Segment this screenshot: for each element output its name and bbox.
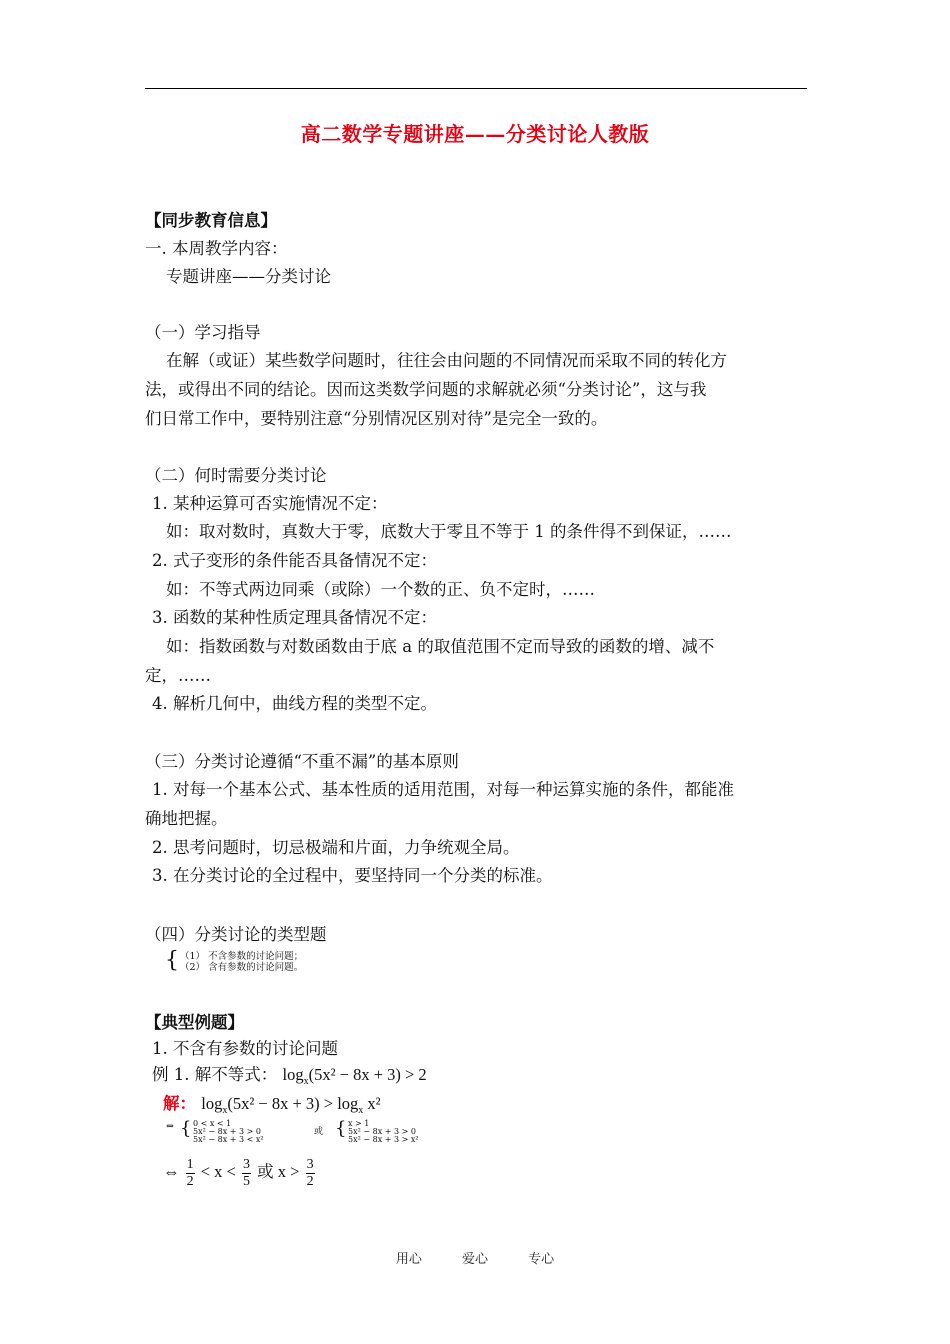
fraction: $\frac{1}{2}$ xyxy=(186,1156,194,1189)
footer-text: 专心 xyxy=(528,1252,555,1267)
week-content-label: 一. 本周教学内容： xyxy=(145,239,288,258)
brace-icon: { xyxy=(165,948,179,973)
case-a-line: 5x² − 8x + 3 < x² xyxy=(193,1135,264,1144)
fraction: $\frac{3}{2}$ xyxy=(306,1156,314,1189)
footer-text: 用心 xyxy=(395,1252,422,1267)
s1-paragraph-line: 法，或得出不同的结论。因而这类数学问题的求解就必须“分类讨论”，这与我 xyxy=(145,380,707,399)
s1-paragraph-line: 们日常工作中，要特别注意“分别情况区别对待”是完全一致的。 xyxy=(145,409,608,428)
s2-item: 4. 解析几何中，曲线方程的类型不定。 xyxy=(152,694,437,713)
fraction: $\frac{3}{5}$ xyxy=(243,1156,250,1189)
brace-icon: { xyxy=(180,1118,192,1139)
s1-paragraph-line: 在解（或证）某些数学问题时，往往会由问题的不同情况而采取不同的转化方 xyxy=(166,351,727,370)
example-1-label: 例 1. 解不等式： xyxy=(152,1065,278,1084)
footer-text: 爱心 xyxy=(461,1252,488,1267)
brace-icon: { xyxy=(335,1118,347,1139)
case-b-line: 5x² − 8x + 3 > 0 xyxy=(348,1127,416,1136)
case-a-line: 0 < x < 1 xyxy=(193,1119,232,1128)
s2-item: 3. 函数的某种性质定理具备情况不定： xyxy=(152,608,437,627)
s3-heading: （三）分类讨论遵循“不重不漏”的基本原则 xyxy=(145,752,459,771)
result-line xyxy=(163,1152,317,1192)
page-footer xyxy=(0,1248,950,1267)
page-title: 高二数学专题讲座——分类讨论人教版 xyxy=(300,122,650,146)
example-1-expression: $\log_x(5x^2 - 8x + 3) > 2$ xyxy=(282,1065,427,1087)
s2-example: 如：指数函数与对数函数由于底 a 的取值范围不定而导致的函数的增、减不 xyxy=(166,637,715,656)
result-middle: < x < xyxy=(200,1162,236,1181)
s2-item: 1. 某种运算可否实施情况不定： xyxy=(152,494,388,513)
case-or: 或 xyxy=(314,1127,324,1137)
s3-item: 3. 在分类讨论的全过程中，要坚持同一个分类的标准。 xyxy=(152,866,553,885)
s3-item: 确地把握。 xyxy=(145,809,228,828)
case-b-line: 5x² − 8x + 3 > x² xyxy=(348,1135,419,1144)
s2-example: 如：不等式两边同乘（或除）一个数的正、负不定时，…… xyxy=(166,580,595,599)
s3-item: 1. 对每一个基本公式、基本性质的适用范围，对每一种运算实施的条件，都能准 xyxy=(152,780,734,799)
result-arrow: ⇔ xyxy=(163,1162,180,1181)
s1-heading: （一）学习指导 xyxy=(145,323,261,342)
result-or: 或 x > xyxy=(257,1162,300,1181)
s3-item: 2. 思考问题时，切忌极端和片面，力争统观全局。 xyxy=(152,838,520,857)
case-b-line: x > 1 xyxy=(348,1119,370,1128)
s4-type-item: （1） 不含参数的讨论问题； xyxy=(180,951,304,962)
s2-heading: （二）何时需要分类讨论 xyxy=(145,466,327,485)
s2-example: 如：取对数时，真数大于零，底数大于零且不等于 1 的条件得不到保证，…… xyxy=(166,522,732,541)
s2-example: 定，…… xyxy=(145,666,211,685)
week-content-value: 专题讲座——分类讨论 xyxy=(166,267,331,286)
s2-item: 2. 式子变形的条件能否具备情况不定： xyxy=(152,551,437,570)
solution-label: 解： xyxy=(163,1094,196,1113)
s4-type-item: （2） 含有参数的讨论问题。 xyxy=(180,962,304,973)
section-sync-heading: 【同步教育信息】 xyxy=(145,211,277,230)
example-category: 1. 不含有参数的讨论问题 xyxy=(152,1039,338,1058)
equivalence-arrow: ⇔ xyxy=(166,1121,174,1132)
section-examples-heading: 【典型例题】 xyxy=(145,1013,244,1032)
solution-expression: $\log_x(5x^2 - 8x + 3) > \log_x x^2$ xyxy=(201,1094,381,1116)
case-a-line: 5x² − 8x + 3 > 0 xyxy=(193,1127,261,1136)
header-rule xyxy=(145,88,807,89)
s4-heading: （四）分类讨论的类型题 xyxy=(145,925,327,944)
